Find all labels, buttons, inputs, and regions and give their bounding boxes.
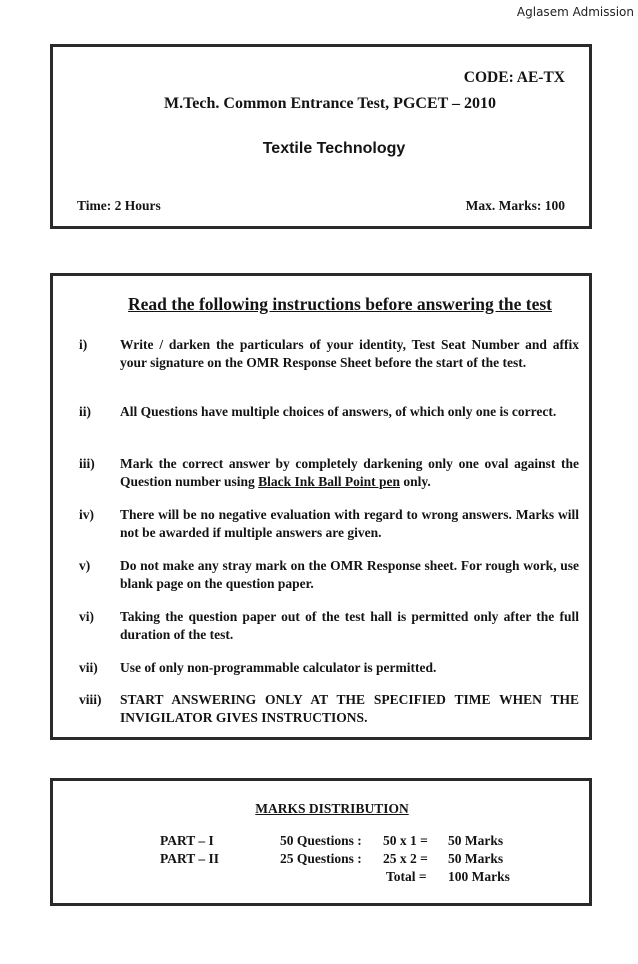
part-marks: 50 Marks [448,833,504,848]
total-marks: 100 Marks [448,869,510,884]
instructions-heading: Read the following instructions before answering the test [127,294,553,314]
questions-count: 50 Questions : [280,833,362,848]
instruction-text: All Questions have multiple choices of answers, of which only one is correct. [120,404,557,419]
instruction-item [79,403,579,421]
instruction-number: viii) [79,692,102,707]
instruction-number: ii) [79,404,91,419]
instruction-text: Taking the question paper out of the test hall is permitted only after the full duration of the test. [120,609,579,642]
instruction-text: There will be no negative evaluation with regard to wrong answers. Marks will not be awarded if multiple answers are given. [120,507,579,540]
watermark: Aglasem Admission [516,5,634,19]
instruction-number: v) [79,558,91,573]
part-marks: 50 Marks [448,851,504,866]
marks-distribution-title: MARKS DISTRIBUTION [255,801,409,816]
marks-calculation: 50 x 1 = [383,833,428,848]
total-label: Total = [386,869,427,884]
instruction-text: START ANSWERING ONLY AT THE SPECIFIED TIME WHEN THE INVIGILATOR GIVES INSTRUCTIONS. [120,692,579,725]
instruction-number: vii) [79,660,98,675]
max-marks-label: Max. Marks: 100 [465,198,565,213]
instruction-item [79,557,579,592]
part-label: PART – I [160,833,214,848]
instruction-item [79,659,579,677]
instructions-box [50,273,592,740]
instruction-text: Write / darken the particulars of your identity, Test Seat Number and affix your signature on the OMR Response Sheet before the start of the test. [120,337,579,370]
instruction-number: vi) [79,609,94,624]
instruction-text: Use of only non-programmable calculator is permitted. [120,660,437,675]
header-box [50,44,592,229]
marks-distribution-box [50,778,592,906]
instruction-number: iii) [79,456,95,471]
instruction-item [79,506,579,541]
exam-title: M.Tech. Common Entrance Test, PGCET – 2010 [163,95,496,112]
instruction-number: i) [79,337,88,352]
instruction-number: iv) [79,507,94,522]
time-label: Time: 2 Hours [77,198,161,213]
instruction-text-part: only. [399,473,431,489]
instruction-item [79,336,579,371]
instruction-item [79,455,579,490]
instruction-text: Do not make any stray mark on the OMR Response sheet. For rough work, use blank page on the question paper. [120,558,579,591]
instruction-item [79,691,579,726]
paper-code: CODE: AE-TX [463,69,565,86]
subject-title: Textile Technology [262,140,406,157]
part-label: PART – II [160,851,220,866]
questions-count: 25 Questions : [280,851,362,866]
marks-calculation: 25 x 2 = [383,851,428,866]
instruction-underlined-text: Black Ink Ball Point pen [258,473,400,489]
instruction-item [79,608,579,643]
instruction-text-part: Mark the correct answer by completely darkening only one oval against the Question number using [120,456,579,489]
instruction-text [120,455,579,490]
